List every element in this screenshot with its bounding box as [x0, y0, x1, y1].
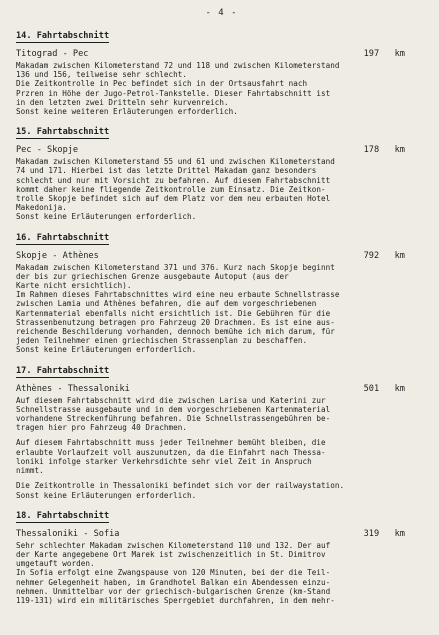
section-heading: 16. Fahrtabschnitt	[16, 232, 110, 243]
page-number: - 4 -	[205, 8, 238, 18]
section-paragraph: Sehr schlechter Makadam zwischen Kilometerstand 110 und 132. Der auf der Karte angegebene Ort Marek ist zwischenzeitlich in St. Dimitrov umgetauft worden. In Sofia erfolgt eine Zwangspause von 120 Minuten, bei der die Teil- nehmer Gelegenheit haben, im Grandhotel Balkan ein Abendessen einzu- nehmen. Unmittelbar vor der griechisch-bulgarischen Grenze (km-Stand 119-131) wird ein militärisches Sperrgebiet durchfahren, in dem mehr-	[16, 540, 335, 605]
route-distance: 197 km	[363, 49, 405, 59]
section-paragraph: Makadam zwischen Kilometerstand 55 und 61 und zwischen Kilometerstand 74 und 171. Hierbei ist das letzte Drittel Makadam ganz besonders schlecht und nur mit Vorsicht zu befahren. Auf diesem Fahrtabschnitt kommt daher keine fliegende Zeitkontrolle zum Einsatz. Die Zeitkon- trolle Skopje befindet sich auf dem Platz vor dem neu erbauten Hotel Makedonija. Sonst keine Erläuterungen erforderlich.	[16, 157, 335, 222]
section-paragraph: Die Zeitkontrolle in Thessaloniki befindet sich vor der railwaystation. Sonst keine Erläuterungen erforderlich.	[16, 481, 345, 500]
route-distance: 501 km	[363, 383, 405, 394]
route-distance: 792 km	[363, 250, 405, 261]
route-distance: 178 km	[363, 145, 405, 156]
section-15	[16, 119, 427, 221]
section-paragraph: Auf diesem Fahrtabschnitt muss jeder Teilnehmer bemüht bleiben, die erlaubte Vorlaufzeit voll auszunutzen, da die Einfahrt nach Thessa- loniki infolge starker Verkehrsdichte sehr viel Zeit in Anspruch nimmt.	[16, 438, 326, 476]
route-row	[16, 529, 427, 539]
route-name: Thessaloniki - Sofia	[16, 528, 120, 539]
section-heading: 17. Fahrtabschnitt	[16, 365, 110, 376]
route-row	[16, 251, 427, 261]
route-distance: 319 km	[363, 528, 405, 539]
section-16	[16, 225, 427, 355]
section-paragraph: Auf diesem Fahrtabschnitt wird die zwischen Larisa und Katerini zur Schnellstrasse ausgebaute und in dem vorgeschriebenen Kartenmaterial vorhandene Streckenführung befahren. Die Schnellstrassengebühren be- tragen hier pro Fahrzeug 40 Drachmen.	[16, 395, 331, 433]
route-row	[16, 384, 427, 394]
section-heading: 18. Fahrtabschnitt	[16, 510, 110, 521]
route-row	[16, 145, 427, 155]
route-row	[16, 49, 427, 59]
route-name: Titograd - Pec	[16, 49, 89, 59]
section-14	[16, 23, 427, 116]
section-paragraph: Makadam zwischen Kilometerstand 72 und 118 und zwischen Kilometerstand 136 und 156, teilweise sehr schlecht. Die Zeitkontrolle in Pec befindet sich in der Ortsausfahrt nach Przren in Höhe der Jugo-Petrol-Tankstelle. Dieser Fahrtabschnitt ist in den letzten zwei Dritteln sehr kurvenreich. Sonst keine weiteren Erläuterungen erforderlich.	[16, 61, 340, 117]
route-name: Athènes - Thessaloniki	[16, 383, 130, 394]
section-17	[16, 358, 427, 500]
section-heading: 15. Fahrtabschnitt	[16, 127, 110, 138]
route-name: Skopje - Athènes	[16, 250, 99, 261]
section-heading: 14. Fahrtabschnitt	[16, 31, 110, 41]
section-18	[16, 503, 427, 605]
section-paragraph: Makadam zwischen Kilometerstand 371 und 376. Kurz nach Skopje beginnt der bis zur griechischen Grenze ausgebaute Autoput (aus der Karte nicht ersichtlich). Im Rahmen dieses Fahrtabschnittes wird eine neu erbaute Schnellstrasse zwischen Lamia und Athènes befahren, die auf dem vorgeschriebenen Kartenmaterial ebenfalls nicht ersichtlich ist. Die Gebühren für die Strassenbenutzung betragen pro Fahrzeug 20 Drachmen. Es ist eine aus- reichende Beschilderung vorhanden, dennoch bemühe ich mich darum, für jeden Teilnehmer einen griechischen Strassenplan zu beschaffen. Sonst keine Erläuterungen erforderlich.	[16, 262, 340, 355]
route-name: Pec - Skopje	[16, 145, 79, 156]
